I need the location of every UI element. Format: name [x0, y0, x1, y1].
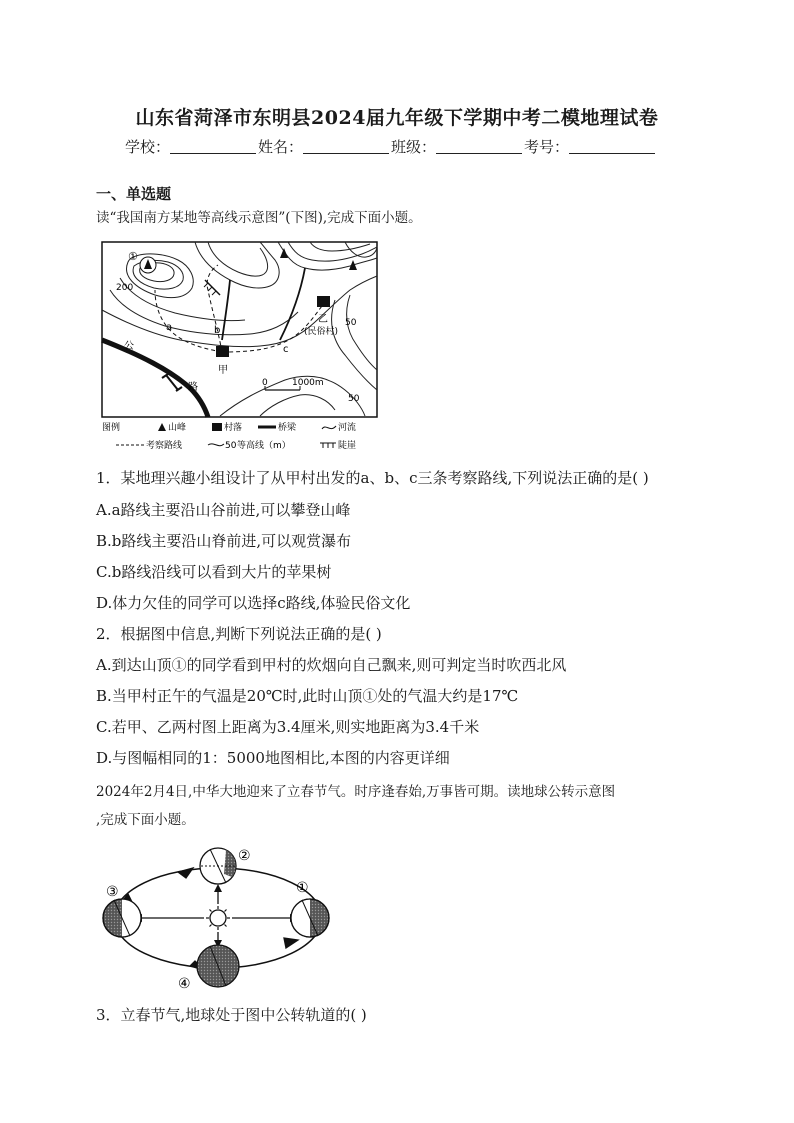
- intro-contour-map: 读“我国南方某地等高线示意图”(下图),完成下面小题。: [96, 210, 422, 226]
- legend-river-icon: [322, 426, 336, 429]
- student-info-line: [125, 136, 657, 157]
- question-2-stem: 2．根据图中信息,判断下列说法正确的是( ): [96, 625, 382, 643]
- name-label: 姓名：: [258, 138, 304, 156]
- road-label-1: 公: [124, 341, 134, 352]
- legend-title: 图例: [102, 423, 121, 433]
- intro-orbit-line-2: ,完成下面小题。: [96, 812, 195, 828]
- village-yi-note: (民俗村): [304, 327, 339, 337]
- question-1-stem: 1．某地理兴趣小组设计了从甲村出发的a、b、c三条考察路线,下列说法正确的是( ): [96, 469, 649, 487]
- legend-bridge: 桥梁: [278, 423, 297, 433]
- question-1-option-d[interactable]: D.体力欠佳的同学可以选择c路线,体验民俗文化: [96, 594, 411, 612]
- class-label: 班级：: [391, 138, 437, 156]
- school-label: 学校：: [125, 138, 171, 156]
- intro-orbit-line-1: 2024年2月4日,中华大地迎来了立春节气。时序逢春始,万事皆可期。读地球公转示意图: [96, 784, 616, 800]
- exam-number-blank[interactable]: [569, 139, 655, 154]
- elevation-200: 200: [116, 283, 134, 293]
- earth-position-4: [197, 945, 239, 987]
- village-yi-marker: [317, 296, 330, 307]
- exam-title: 山东省菏泽市东明县2024届九年级下学期中考二模地理试卷: [135, 107, 659, 129]
- question-2-option-b[interactable]: B.当甲村正午的气温是20℃时,此时山顶①处的气温大约是17℃: [96, 687, 519, 705]
- legend-peak: 山峰: [168, 423, 187, 433]
- legend-village-icon: [212, 423, 222, 431]
- elevation-50-a: 50: [345, 318, 357, 328]
- exam-number-label: 考号：: [524, 138, 570, 156]
- route-c-label: c: [283, 344, 289, 355]
- orbit-label-2: ②: [238, 848, 251, 864]
- scale-distance: 1000m: [292, 378, 324, 388]
- map-legend: [102, 421, 356, 451]
- orbit-label-1: ①: [296, 880, 309, 896]
- village-jia-marker: [216, 346, 229, 357]
- legend-cliff-icon: [320, 443, 336, 448]
- question-2-option-d[interactable]: D.与图幅相同的1：5000地图相比,本图的内容更详细: [96, 749, 450, 767]
- school-blank[interactable]: [170, 139, 256, 154]
- legend-contour-icon: [208, 444, 224, 446]
- question-1-option-b[interactable]: B.b路线主要沿山脊前进,可以观赏瀑布: [96, 532, 352, 550]
- question-2-option-a[interactable]: A.到达山顶①的同学看到甲村的炊烟向自己飘来,则可判定当时吹西北风: [96, 656, 567, 674]
- name-blank[interactable]: [303, 139, 389, 154]
- orbit-figure: [98, 840, 338, 1000]
- elevation-50-b: 50: [348, 394, 360, 404]
- earth-position-3: [103, 899, 141, 937]
- road-label-2: 路: [188, 382, 198, 393]
- village-yi-label: 乙: [318, 314, 328, 325]
- legend-river: 河流: [338, 423, 357, 433]
- class-blank[interactable]: [436, 139, 522, 154]
- legend-contour-num: 50: [225, 441, 237, 451]
- legend-village: 村落: [224, 423, 243, 433]
- earth-position-2: [200, 848, 236, 884]
- route-b-label: b: [214, 325, 221, 336]
- question-2-option-c[interactable]: C.若甲、乙两村图上距离为3.4厘米,则实地距离为3.4千米: [96, 718, 480, 736]
- scale-zero: 0: [262, 378, 268, 388]
- question-1-option-a[interactable]: A.a路线主要沿山谷前进,可以攀登山峰: [96, 501, 351, 519]
- legend-route: 考察路线: [146, 441, 183, 451]
- earth-position-1: [291, 899, 329, 937]
- legend-cliff: 陡崖: [338, 441, 357, 451]
- peak-label: ①: [128, 250, 138, 263]
- village-jia-label: 甲: [218, 365, 228, 376]
- legend-peak-icon: [158, 423, 166, 431]
- route-a-label: a: [166, 322, 173, 333]
- question-3-stem: 3．立春节气,地球处于图中公转轨道的( ): [96, 1006, 367, 1024]
- section-heading: 一、单选题: [96, 185, 172, 203]
- question-1-option-c[interactable]: C.b路线沿线可以看到大片的苹果树: [96, 563, 332, 581]
- orbit-label-3: ③: [106, 884, 119, 900]
- orbit-label-4: ④: [178, 976, 191, 992]
- contour-map-figure: [100, 240, 382, 456]
- sun-icon: [206, 906, 230, 930]
- legend-contour: 等高线（m）: [237, 441, 291, 451]
